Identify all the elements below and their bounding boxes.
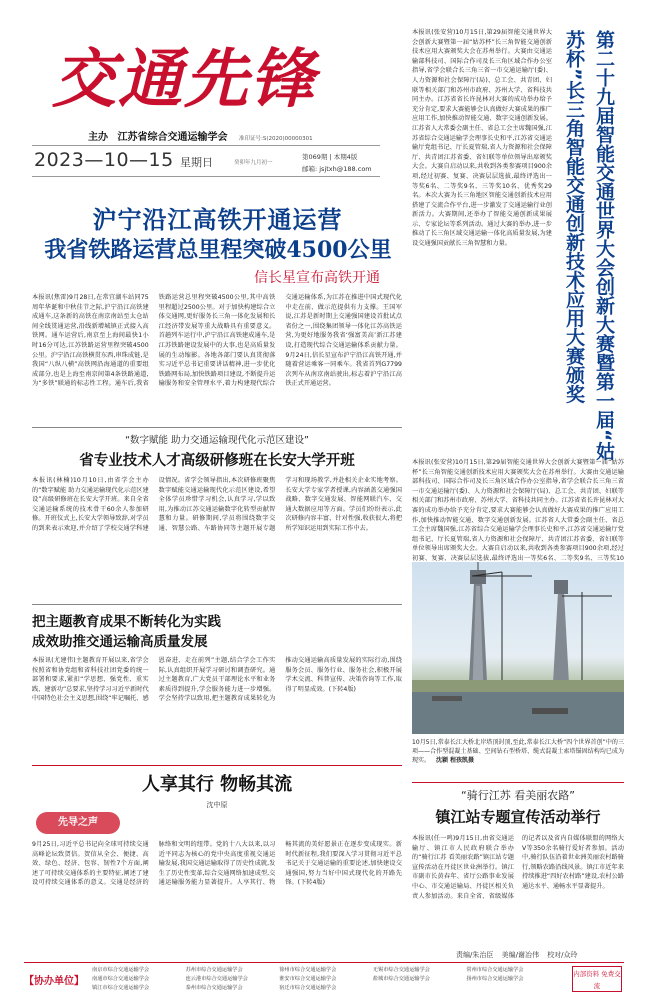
issue-date: 2023—10—15 (34, 149, 174, 171)
prize-vertical-title: 第二十九届智能交通世界大会创新大赛暨第一届“姑苏杯”长三角智能交通创新技术应用大赛颁奖 (563, 30, 615, 461)
footer-unit: 徐州市综合交通运输学会 (279, 967, 337, 973)
divider (412, 782, 624, 783)
lead-headline-1: 沪宁沿江高铁开通运营 (92, 205, 343, 234)
issue-weekday: 星期日 (180, 156, 213, 169)
divider (32, 427, 402, 428)
footer-unit: 南京市综合交通运输学会 (92, 967, 150, 973)
lead-body: 本报讯(焦雷)9月28日,在常宜湖车站同75周年华诞和中秋佳节之际,沪宁沿江高铁建成通车,这条新的高铁在南京南站至太仓站间全线贯通运营,沿线新增城镇正式接入高铁网。通车运营后,南京至上海间最快1小时16分可达,江苏铁路运营里程突破4500公里。沪宁沿江高铁横贯东西,串珠成链,是我国“八纵八横”高铁网沿海通道的重要组成部分,也是上海至南京间第4条铁路通道,为“多铁”联通的标志性工程。通车后,我省铁路运营总里程突破4500公里,其中高铁里程超过2500公里。对于加快构建综合立体交通网,更好服务长三角一体化发展和长江经济带发展等重大战略具有重要意义。首趟列车运行中,沪宁沿江高铁建成通车,是江苏铁路建设发展中的大事,也是高质量发展的生动缩影。各地各部门要认真贯彻落实习近平总书记重要讲话精神,进一步优化铁路网布局,加快铁路项目建设,不断提升运输服务和安全管理水平,着力构建现代综合交通运输体系,为江苏在推进中国式现代化中走在前、做示范提供有力支撑。王国军说,江苏是新时期上交通强国建设首批试点省份之一,围绕集团领导一体化江苏高铁运营,为更好地服务我省‘强富美高’新江苏建设,打造现代综合交通运输体系贡献力量。9月24日,信长星宣布沪宁沿江高铁开通,并随着营运乘客一同乘车。我省首列G7799次列车从南京南站驶出,标志着沪宁沿江高铁正式开通运营。 (32, 294, 402, 388)
divider (32, 604, 402, 605)
training-headline: 省专业技术人才高级研修班在长安大学开班 (79, 453, 355, 469)
contact-email: 邮箱: jsjtxh@188.com (302, 165, 372, 173)
training-kicker: “数字赋能 助力交通运输现代化示范区建设” (125, 435, 309, 446)
riverbank (412, 680, 624, 692)
masthead (30, 18, 400, 190)
divider (32, 765, 402, 766)
footer-rule (24, 962, 624, 963)
caption-text: 10月5日,常泰长江大桥北岸塔顶封顶,至此,常泰长江大桥“四个世界首创”中的三项——合作型混凝土基础、空间钻石型桥塔、缆式混凝土索塔锚固结构均已成为现实。 (412, 739, 624, 764)
education-body: 本报讯(尤建伟)主题教育开展以来,省学会按照省和协党组和省科技社团党委的统一部署和要求,紧扣“学思想、强党性、重实践、建新功”总要求,坚持学习习近平新时代中国特色社会主义思想,围绕“牢记嘱托、感恩奋进、走在前列”主题,结合学会工作实际,认真组织开展学习研讨和调查研究。通过主题教育,广大党员干部理论水平和业务素质得到提升,学会服务能力进一步增强。学会坚持学以致用,把主题教育成果转化为推动交通运输高质量发展的实际行动,围绕服务会员、服务行业、服务社会,积极开展学术交流、科普宣传、决策咨询等工作,取得了明显成效。(下转4版) (32, 657, 402, 703)
feature-author: 沈中原 (206, 801, 228, 809)
sponsor-line (88, 128, 313, 143)
editor-credit: 责编/朱治臣 (456, 951, 494, 959)
caption-credit: 沈颖 程孩凯摄 (435, 757, 475, 764)
zhenjiang-body: 本报讯(任一鸣)9月15日,由省交通运输厅、镇江市人民政府联合举办的“骑行江苏 看美丽农路”镇江站专题宣传活动在丹徒区世业洲举行。镇江市副市长黄春年、省厅公路事业发展中心、市交通运输局、丹徒区相关负责人参加活动。来自全省、省级媒体的记者以及省内自媒体联盟的网络大V等350余名骑行爱好者参加。活动中,骑行队伍沿着世业洲美丽农村路骑行,领略农路沿线风景。镇江市近年来持续推进“四好农村路”建设,农村公路通达水平、通畅水平显著提升。 (412, 835, 624, 900)
footer-unit: 淮安市综合交通运输学会 (279, 976, 337, 982)
barge (532, 708, 568, 714)
footer-units (92, 966, 560, 994)
footer-unit: 南通市综合交通运输学会 (92, 976, 150, 982)
issue-lunar: 癸卯年九月初一 (234, 160, 273, 166)
feature-badge (36, 812, 120, 834)
zhenjiang-kicker: “骑行江苏 看美丽农路” (461, 789, 575, 802)
barge (432, 696, 462, 701)
footer (24, 966, 624, 994)
footer-label: 【协办单位】 (24, 976, 84, 987)
footer-stamp (572, 966, 622, 992)
registration-number: 准印证号:S(2020)00000301 (238, 136, 313, 142)
footer-unit: 无锡市综合交通运输学会 (372, 967, 430, 973)
art-credit: 美编/谢冶伟 (501, 951, 539, 959)
prize-body-top: 本报讯(张安营)10月15日,第29届智能交通世界大会创新大赛暨第一届“姑苏杯”长三角智能交通创新技术应用大赛颁奖大会在苏州举行。大赛由交通运输部科技司、国际合作司及长三角区域合作办公室指导,省学会联合长三角三省一市交通运输厅(委)、人力资源和社会保障厅(局)、总工会、共青团、妇联等相关部门和苏州市政府、苏州大学、省科技共同主办。江苏省省长许昆林对大赛的成功举办给予充分肯定,要求大赛能够会认真做好大赛成果的推广应用工作,加快推动智能交通、数字交通创新发展。江苏省人大常委会副主任、省总工会主席魏国强,江苏省综合交通运输学会理事长史和平,江苏省交通运输厅党组书记、厅长夏管瑞,省人力资源和社会保障厅、共青团江苏省委、省妇联等单位领导出席颁奖大会。大赛自启动以来,共收到各类参赛项目900余项,经过初赛、复赛、决赛层层选拔,最终评选出一等奖6名、二等奖9名、三等奖10名、优秀奖29名。本次大赛为长三角地区智能交通创新技术应用搭建了交流合作平台,进一步激发了交通运输行业创新活力。大赛期间,还举办了智能交通创新成果展示、专家论坛等系列活动。通过大赛的举办,进一步推动了长三角区域交通运输一体化高质量发展,为建设交通强国贡献长三角智慧和力量。 (412, 29, 552, 248)
prize-body-bottom (412, 458, 624, 562)
footer-unit: 宿迁市综合交通运输学会 (279, 985, 337, 991)
masthead-title: 交通先锋 (52, 42, 316, 117)
issue-number: 第069期 | 本期4版 (302, 153, 358, 161)
training-body: 本报讯(林楠)10月10日,由省学会主办的“数字赋能 助力交通运输现代化示范区建设”高级研修班在长安大学开班。来自全省交通运输系统的技术骨干60余人参加研修。开班仪式上,长安大学领导致辞,对学员的到来表示欢迎,并介绍了学校交通学科建设情况。省学会领导指出,本次研修班聚焦数字赋能交通运输现代化示范区建设,希望全体学员珍惜学习机会,认真学习,学以致用,为推动江苏交通运输数字化转型贡献智慧和力量。研修期间,学员将围绕数字交通、智慧公路、车路协同等主题开展专题学习和现场教学,并赴相关企业实地考察。长安大学专家学者授课,内容涵盖交通强国战略、数字交通发展、智能网联汽车、交通大数据应用等方面。学员们纷纷表示,此次研修内容丰富、针对性强,收获很大,将把所学知识运用到实际工作中去。 (32, 477, 402, 532)
footer-unit: 苏州市综合交通运输学会 (185, 967, 243, 973)
footer-unit: 镇江市综合交通运输学会 (92, 985, 150, 991)
feature-body: 9月25日,习近平总书记向全球可持续交通高峰论坛致贺信。贺信从全会、便捷、高效、绿色、经济、包容、韧性7个方面,阐述了可持续交通体系的主要特征,阐述了建设可持续交通体系的意义。交通是经济的脉络和文明的纽带。党的十八大以来,以习近平同志为核心的党中央高度重视交通运输发展,我国交通运输取得了历史性成就,发生了历史性变革,综合交通网络加速成型,交通运输服务能力显著提升。人享其行、物畅其流的美好愿景正在逐步变成现实。新时代新征程,我们要深入学习贯彻习近平总书记关于交通运输的重要论述,加快建设交通强国,努力当好中国式现代化的开路先锋。(下转4版) (32, 841, 402, 887)
masthead-rule (32, 145, 380, 146)
lead-headline-2: 我省铁路运营总里程突破4500公里 (44, 237, 392, 263)
sponsor-label: 主办 (88, 132, 108, 143)
proof-credit: 校对/众玲 (547, 951, 578, 959)
staff-line (456, 950, 626, 960)
footer-unit: 常州市综合交通运输学会 (466, 967, 524, 973)
bridge-illustration (412, 562, 624, 734)
footer-unit: 盐城市综合交通运输学会 (372, 976, 430, 982)
zhenjiang-headline: 镇江站专题宣传活动举行 (435, 808, 601, 826)
footer-label-text: 协办单位 (34, 976, 74, 987)
lead-subhead: 信长星宣布高铁开通 (254, 270, 380, 286)
bridge-photo (412, 562, 624, 734)
footer-stamp-text: 内部资料 免费交流 (573, 970, 621, 990)
footer-unit: 连云港市综合交通运输学会 (185, 976, 248, 982)
education-headline: 把主题教育成果不断转化为实践成效助推交通运输高质量发展 (32, 614, 221, 650)
masthead-rule-bottom (32, 176, 380, 177)
footer-unit: 扬州市综合交通运输学会 (466, 976, 524, 982)
feature-headline: 人享其行 物畅其流 (141, 774, 293, 795)
sponsor-name: 江苏省综合交通运输学会 (117, 132, 228, 143)
footer-unit: 泰州市综合交通运输学会 (185, 985, 243, 991)
prize-body-continued: 本报讯(张安营)10月15日,第29届智能交通世界大会创新大赛暨第一届“姑苏杯”长三角智能交通创新技术应用大赛颁奖大会在苏州举行。大赛由交通运输部科技司、国际合作司及长三角区域合作办公室指导,省学会联合长三角三省一市交通运输厅(委)、人力资源和社会保障厅(局)、总工会、共青团、妇联等相关部门和苏州市政府、苏州大学、省科技共同主办。江苏省省长许昆林对大赛的成功举办给予充分肯定,要求大赛能够会认真做好大赛成果的推广应用工作,加快推动智能交通、数字交通创新发展。江苏省人大常委会副主任、省总工会主席魏国强,江苏省综合交通运输学会理事长史和平,江苏省交通运输厅党组书记、厅长夏管瑞,省人力资源和社会保障厅、共青团江苏省委、省妇联等单位领导出席颁奖大会。大赛自启动以来,共收到各类参赛项目900余项,经过初赛、复赛、决赛层层选拔,最终评选出一等奖6名、二等奖9名、三等奖10 (412, 459, 624, 562)
badge-label: 先导之声 (58, 817, 98, 828)
photo-caption (412, 738, 624, 778)
